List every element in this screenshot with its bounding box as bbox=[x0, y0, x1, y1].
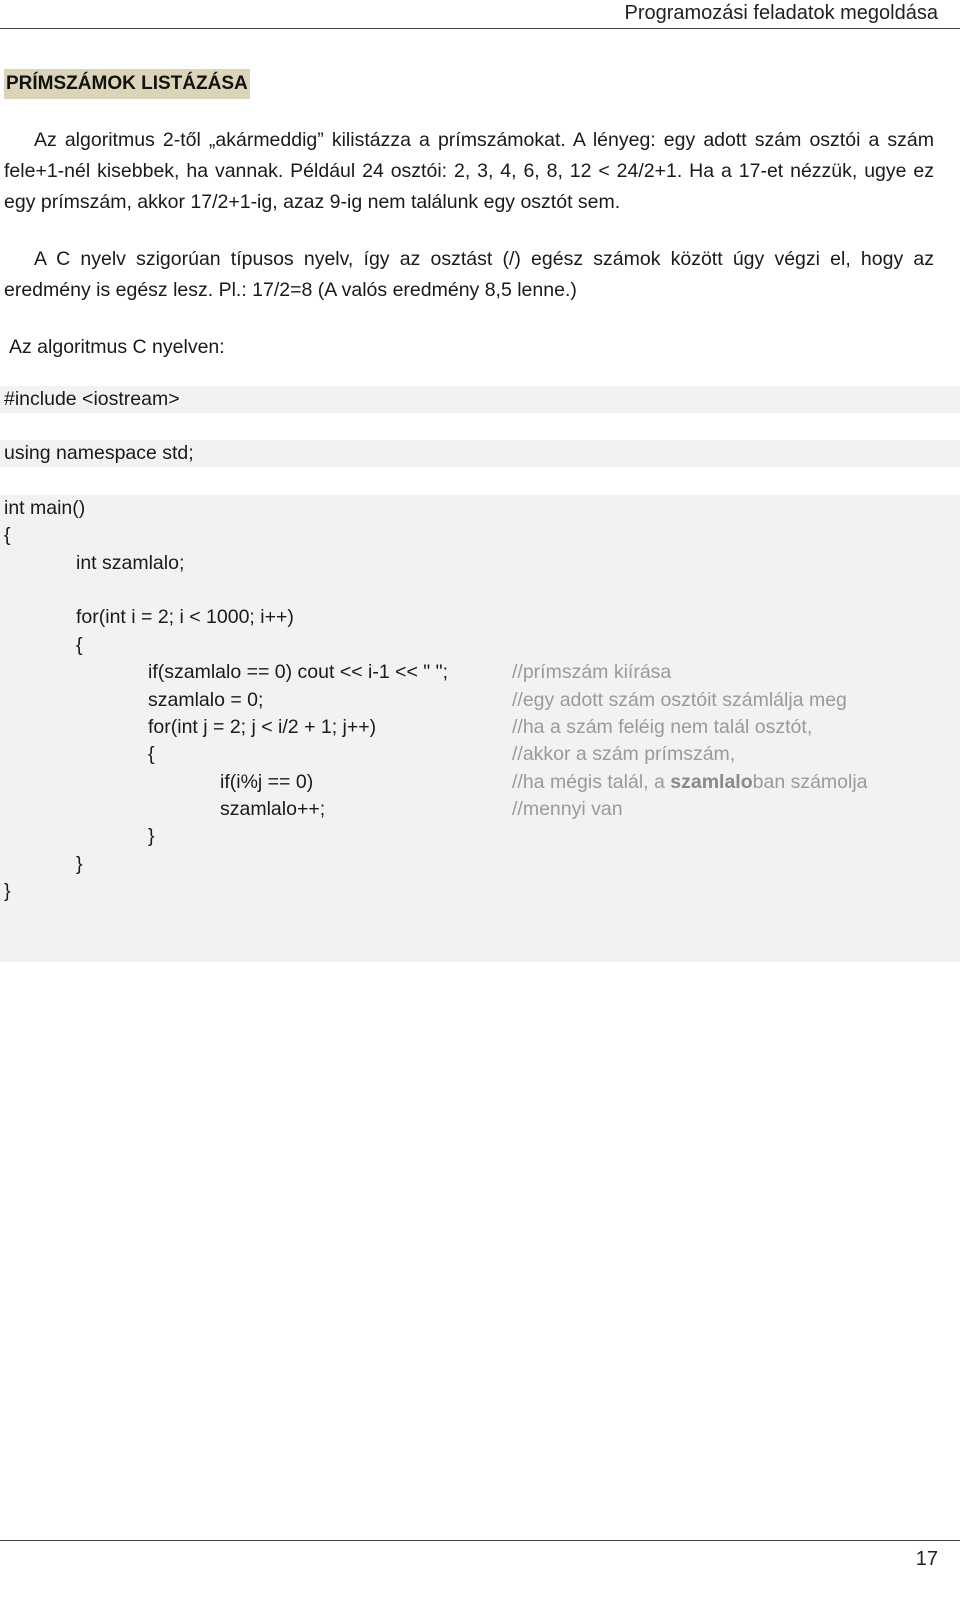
paragraph-typing: A C nyelv szigorúan típusos nyelv, így az osztást (/) egész számok között úgy végzi el, hogy az eredmény is egész lesz. Pl.: 17/2=8 (A valós eredmény 8,5 lenne.) bbox=[4, 248, 934, 301]
page-header bbox=[0, 0, 960, 29]
code-line: if(szamlalo == 0) cout << i-1 << " "; bbox=[148, 661, 448, 683]
code-using: using namespace std; bbox=[4, 442, 194, 464]
code-block-include bbox=[0, 386, 960, 413]
code-intro: Az algoritmus C nyelven: bbox=[9, 336, 225, 358]
code-line: } bbox=[76, 853, 83, 875]
code-block-main bbox=[0, 495, 960, 962]
comment-text: //ha mégis talál, a bbox=[512, 771, 671, 793]
code-block-using bbox=[0, 440, 960, 467]
code-line: int szamlalo; bbox=[76, 552, 185, 574]
code-include: #include <iostream> bbox=[4, 388, 180, 410]
comment-text: ban számolja bbox=[752, 771, 868, 793]
code-comment: //akkor a szám prímszám, bbox=[512, 743, 736, 765]
code-line: if(i%j == 0) bbox=[220, 771, 314, 793]
page-number: 17 bbox=[915, 1548, 938, 1570]
code-line: szamlalo = 0; bbox=[148, 689, 264, 711]
header-title: Programozási feladatok megoldása bbox=[624, 2, 938, 24]
code-line: int main() bbox=[4, 497, 86, 519]
section-heading: PRÍMSZÁMOK LISTÁZÁSA bbox=[4, 69, 250, 99]
code-line: { bbox=[148, 743, 155, 765]
code-line: { bbox=[76, 634, 83, 656]
code-line: { bbox=[4, 524, 11, 546]
code-line: } bbox=[4, 880, 11, 902]
footer-divider bbox=[0, 1540, 960, 1541]
code-comment bbox=[512, 769, 868, 796]
code-line: } bbox=[148, 825, 155, 847]
code-comment: //prímszám kiírása bbox=[512, 661, 672, 683]
code-comment: //egy adott szám osztóit számlálja meg bbox=[512, 689, 847, 711]
comment-bold-variable: szamlalo bbox=[670, 771, 753, 793]
code-line: for(int j = 2; j < i/2 + 1; j++) bbox=[148, 716, 377, 738]
paragraph-algorithm: Az algoritmus 2-től „akármeddig” kilistázza a prímszámokat. A lényeg: egy adott szám osztói a szám fele+1-nél kisebbek, ha vannak. Például 24 osztói: 2, 3, 4, 6, 8, 12 < 24/2+1. Ha a 17-et nézzük, ugye ez egy prímszám, akkor 17/2+1-ig, azaz 9-ig nem találunk egy osztót sem. bbox=[4, 129, 934, 213]
code-line: szamlalo++; bbox=[220, 798, 326, 820]
code-comment: //mennyi van bbox=[512, 798, 623, 820]
code-line: for(int i = 2; i < 1000; i++) bbox=[76, 606, 294, 628]
code-comment: //ha a szám feléig nem talál osztót, bbox=[512, 716, 813, 738]
